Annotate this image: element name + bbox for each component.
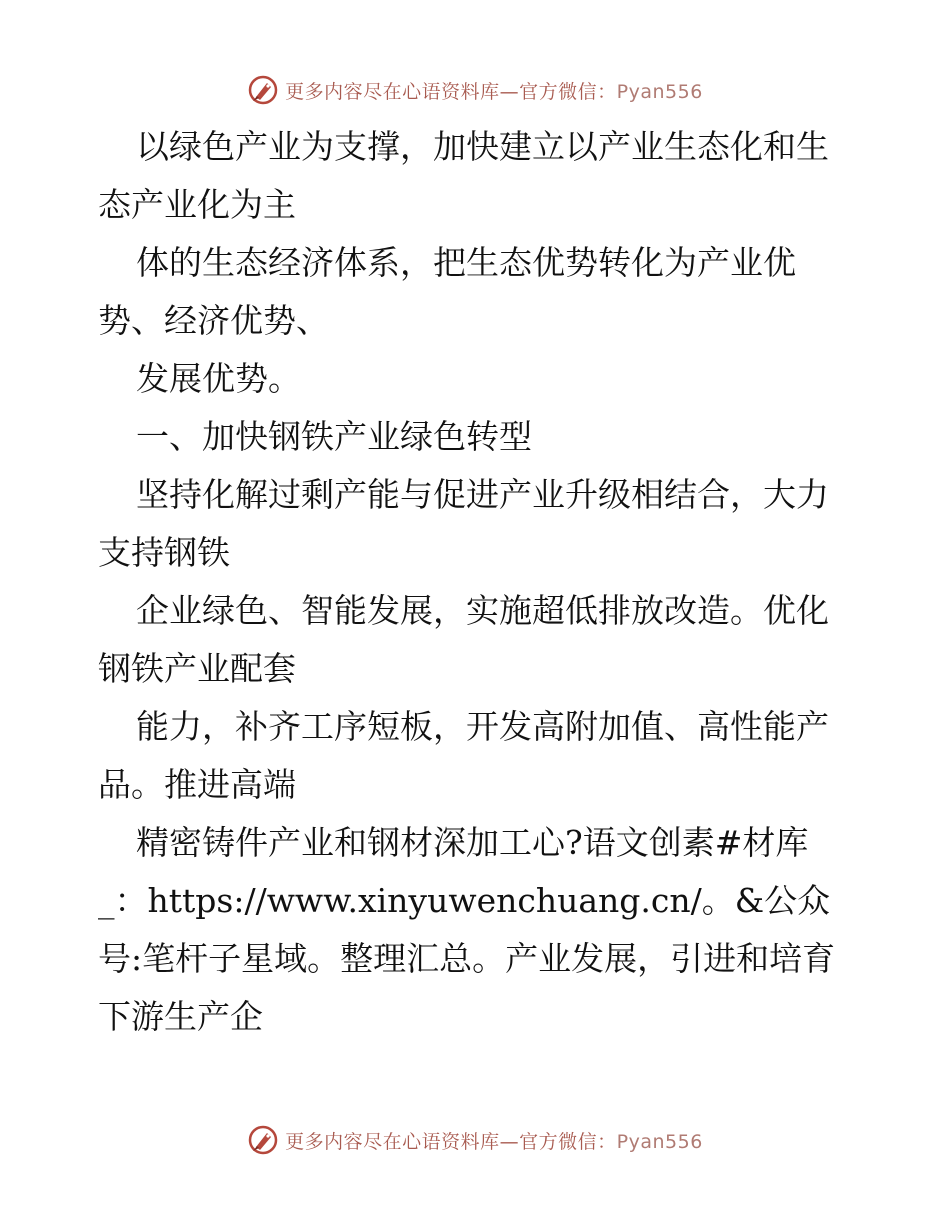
- header-banner-handle: Pyan556: [616, 80, 703, 103]
- document-body: [98, 118, 858, 1046]
- header-banner-text: [285, 77, 703, 104]
- pen-nib-logo-icon: [247, 1124, 279, 1156]
- paragraph-1: 以绿色产业为支撑，加快建立以产业生态化和生态产业化为主: [98, 127, 829, 224]
- header-banner: [0, 70, 950, 110]
- header-banner-label: 更多内容尽在心语资料库—官方微信：: [285, 80, 617, 103]
- paragraph-4: 坚持化解过剩产能与促进产业升级相结合，大力支持钢铁: [98, 475, 829, 572]
- paragraph-2: 体的生态经济体系，把生态优势转化为产业优势、经济优势、: [98, 243, 796, 340]
- footer-banner-label: 更多内容尽在心语资料库—官方微信：: [285, 1130, 617, 1153]
- paragraph-7: 精密铸件产业和钢材深加工心?语文创素#材库: [136, 823, 809, 862]
- paragraph-3: 发展优势。: [136, 359, 301, 398]
- paragraph-5: 企业绿色、智能发展，实施超低排放改造。优化钢铁产业配套: [98, 591, 829, 688]
- paragraph-6: 能力，补齐工序短板，开发高附加值、高性能产品。推进高端: [98, 707, 829, 804]
- section-heading: 一、加快钢铁产业绿色转型: [136, 417, 532, 456]
- footer-banner: [0, 1120, 950, 1160]
- paragraph-8: _：https://www.xinyuwenchuang.cn/。&公众号:笔杆子星域。整理汇总。产业发展，引进和培育下游生产企: [98, 881, 836, 1036]
- pen-nib-logo-icon: [247, 74, 279, 106]
- footer-banner-handle: Pyan556: [616, 1130, 703, 1153]
- footer-banner-text: [285, 1127, 703, 1154]
